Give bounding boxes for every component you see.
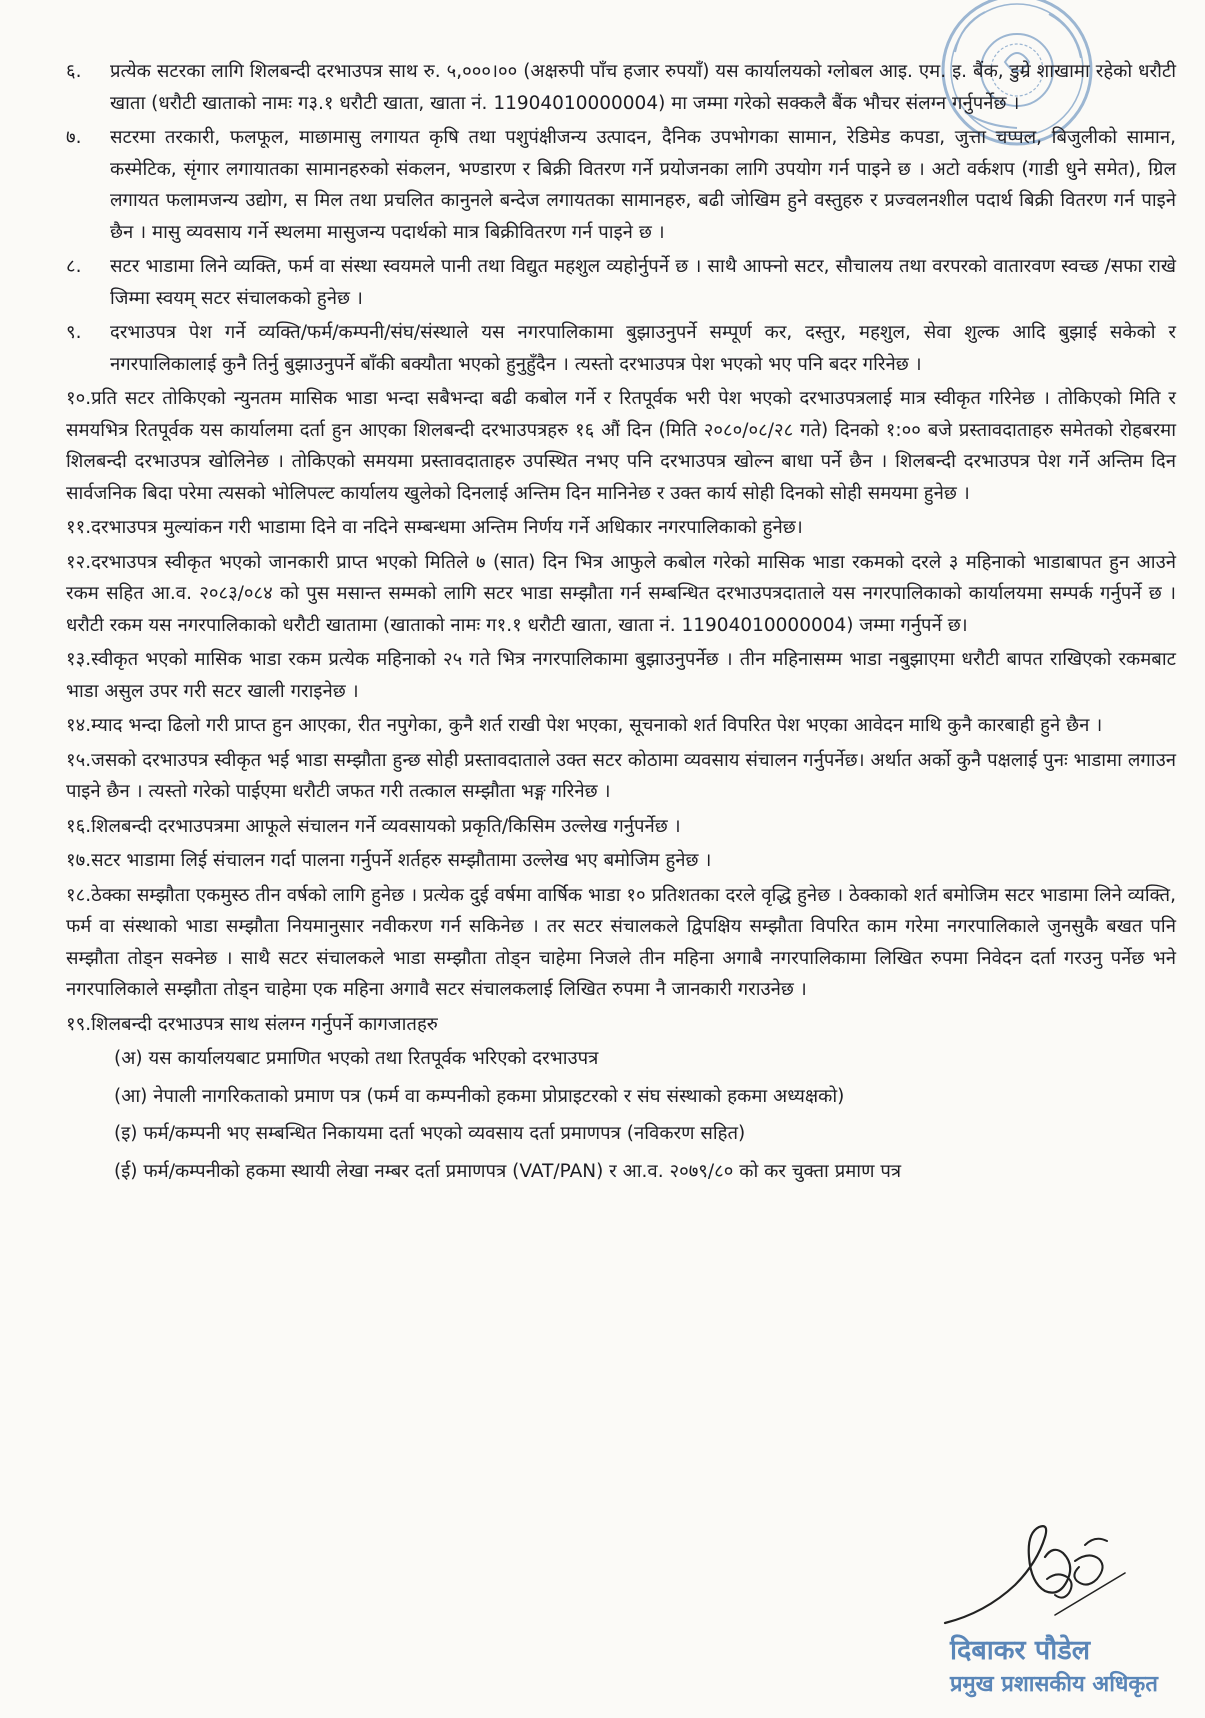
attachment-item: (आ) नेपाली नागरिकताको प्रमाण पत्र (फर्म वा कम्पनीको हकमा प्रोप्राइटरको र संघ संस्थाको हकमा अध्यक्षको) (114, 1085, 845, 1107)
clause-18 (66, 880, 1176, 1006)
clause-6 (66, 56, 1176, 119)
clause-number: १८. (66, 884, 92, 906)
clause-text: दरभाउपत्र स्वीकृत भएको जानकारी प्राप्त भएको मितिले ७ (सात) दिन भित्र आफुले कबोल गरेको मासिक भाडा रकमको दरले ३ महिनाको भाडाबापत हुन आउने रकम सहित आ.व. २०८३/०८४ को पुस मसान्त सम्मको लागि सटर भाडा सम्झौता गर्न सम्बन्धित दरभाउपत्रदाताले यस नगरपालिकाको कार्यालयमा सम्पर्क गर्नुपर्ने छ । धरौटी रकम यस नगरपालिकाको धरौटी खातामा (खाताको नामः ग१.१ धरौटी खाता, खाता नं. 11904010000004) जम्मा गर्नुपर्ने छ। (66, 551, 1176, 636)
clause-number: ६. (66, 61, 82, 82)
clause-text: सटरमा तरकारी, फलफूल, माछामासु लगायत कृषि तथा पशुपंक्षीजन्य उत्पादन, दैनिक उपभोगका सामान, रेडिमेड कपडा, जुत्ता चप्पल, बिजुलीको सामान, कस्मेटिक, सृंगार लगायातका सामानहरुको संकलन, भण्डारण र बिक्री वितरण गर्ने प्रयोजनका लागि उपयोग गर्न पाइने छ । अटो वर्कशप (गाडी धुने समेत), ग्रिल लगायत फलामजन्य उद्योग, स मिल तथा प्रचलित कानुनले बन्देज लगायतका सामानहरु, बढी जोखिम हुने वस्तुहरु र प्रज्वलनशील पदार्थ बिक्री वितरण गर्न पाइने छैन । मासु व्यवसाय गर्ने स्थलमा मासुजन्य पदार्थको मात्र बिक्रीवितरण गर्न पाइने छ । (110, 127, 1176, 243)
clause-text: प्रति सटर तोकिएको न्युनतम मासिक भाडा भन्दा सबैभन्दा बढी कबोल गर्ने र रितपूर्वक भरी पेश भएको दरभाउपत्रलाई मात्र स्वीकृत गरिनेछ । तोकिएको मिति र समयभित्र रितपूर्वक यस कार्यालमा दर्ता हुन आएका शिलबन्दी दरभाउपत्रहरु १६ औं दिन (मिति २०८०/०८/२८ गते) दिनको १:०० बजे प्रस्तावदाताहरु समेतको रोहबरमा शिलबन्दी दरभाउपत्र खोलिनेछ । तोकिएको समयमा प्रस्तावदाताहरु उपस्थित नभए पनि दरभाउपत्र खोल्न बाधा पर्ने छैन । शिलबन्दी दरभाउपत्र पेश गर्ने अन्तिम दिन सार्वजनिक बिदा परेमा त्यसको भोलिपल्ट कार्यालय खुलेको दिनलाई अन्तिम दिन मानिनेछ र उक्त कार्य सोही दिनको सोही समयमा हुनेछ । (66, 388, 1176, 504)
clause-17 (66, 845, 1176, 877)
clause-number: ९. (66, 322, 82, 343)
clause-number: १४. (66, 715, 92, 736)
clause-text: सटर भाडामा लिने व्यक्ति, फर्म वा संस्था स्वयमले पानी तथा विद्युत महशुल व्यहोर्नुपर्ने छ । साथै आफ्नो सटर, सौचालय तथा वरपरको वातारवण स्वच्छ /सफा राखे जिम्मा स्वयम् सटर संचालकको हुनेछ । (110, 256, 1176, 309)
clause-text: ठेक्का सम्झौता एकमुस्ठ तीन वर्षको लागि हुनेछ । प्रत्येक दुई वर्षमा वार्षिक भाडा १० प्रतिशतका दरले वृद्धि हुनेछ । ठेक्काको शर्त बमोजिम सटर भाडामा लिने व्यक्ति, फर्म वा संस्थाको भाडा सम्झौता नियमानुसार नवीकरण गर्न सकिनेछ । तर सटर संचालकले द्विपक्षिय सम्झौता विपरित काम गरेमा नगरपालिकाले जुनसुकै बखत पनि सम्झौता तोड्न सक्नेछ । साथै सटर संचालकले भाडा सम्झौता तोड्न चाहेमा निजले तीन महिना अगाबै नगरपालिकामा लिखित रुपमा निवेदन दर्ता गरउनु पर्नेछ भने नगरपालिकाले सम्झौता तोड्न चाहेमा एक महिना अगावै सटर संचालकलाई लिखित रुपमा नै जानकारी गराउनेछ । (66, 884, 1176, 1000)
clause-19 (66, 1009, 1176, 1041)
signature-block (895, 1505, 1195, 1715)
clause-text: प्रत्येक सटरका लागि शिलबन्दी दरभाउपत्र साथ रु. ५,०००।०० (अक्षरुपी पाँच हजार रुपयाँ) यस कार्यालयको ग्लोबल आइ. एम. इ. बैंक, डुम्रे शाखामा रहेको धरौटी खाता (धरौटी खाताको नामः ग३.१ धरौटी खाता, खाता नं. 11904010000004) मा जम्मा गरेको सक्कलै बैंक भौचर संलग्न गर्नुपर्नेछ । (110, 61, 1176, 114)
clause-number: १७. (66, 850, 92, 871)
clause-text: शिलबन्दी दरभाउपत्रमा आफूले संचालन गर्ने व्यवसायको प्रकृति/किसिम उल्लेख गर्नुपर्नेछ । (91, 815, 681, 837)
clause-text: म्याद भन्दा ढिलो गरी प्राप्त हुन आएका, रीत नपुगेका, कुनै शर्त राखी पेश भएका, सूचनाको शर्त विपरित पेश भएका आवेदन माथि कुनै कारबाही हुने छैन । (91, 715, 1103, 736)
signatory-name: दिबाकर पौडेल (950, 1635, 1090, 1666)
clause-number: १२. (66, 551, 92, 573)
clause-number: १०. (66, 388, 92, 409)
attachment-list (66, 1043, 1176, 1187)
clause-number: १३. (66, 649, 92, 670)
attachment-item: (ई) फर्म/कम्पनीको हकमा स्थायी लेखा नम्बर दर्ता प्रमाणपत्र (VAT/PAN) र आ.व. २०७९/८० को कर चुक्ता प्रमाण पत्र (114, 1160, 902, 1182)
clause-text: सटर भाडामा लिई संचालन गर्दा पालना गर्नुपर्ने शर्तहरु सम्झौतामा उल्लेख भए बमोजिम हुनेछ । (91, 850, 712, 871)
clause-number: ८. (66, 256, 82, 277)
clause-text: दरभाउपत्र मुल्यांकन गरी भाडामा दिने वा नदिने सम्बन्धमा अन्तिम निर्णय गर्ने अधिकार नगरपालिकाको हुनेछ। (91, 517, 803, 538)
clause-number: ७. (66, 127, 82, 148)
signatory-title: प्रमुख प्रशासकीय अधिकृत (950, 1672, 1158, 1697)
clause-7 (66, 122, 1176, 248)
clause-9 (66, 317, 1176, 380)
clause-13 (66, 644, 1176, 707)
attachment-item: (इ) फर्म/कम्पनी भए सम्बन्धित निकायमा दर्ता भएको व्यवसाय दर्ता प्रमाणपत्र (नविकरण सहित) (114, 1123, 746, 1144)
clause-number: १५. (66, 749, 92, 771)
clause-10 (66, 383, 1176, 509)
clause-11 (66, 512, 1176, 544)
clause-text: दरभाउपत्र पेश गर्ने व्यक्ति/फर्म/कम्पनी/संघ/संस्थाले यस नगरपालिकामा बुझाउनुपर्ने सम्पूर्ण कर, दस्तुर, महशुल, सेवा शुल्क आदि बुझाई सकेको र नगरपालिकालाई कुनै तिर्नु बुझाउनुपर्ने बाँकी बक्यौता भएको हुनुहुँदैन । त्यस्तो दरभाउपत्र पेश भएको भए पनि बदर गरिनेछ । (110, 322, 1176, 375)
clause-15 (66, 745, 1176, 808)
clause-number: ११. (66, 517, 92, 538)
clause-8 (66, 251, 1176, 314)
clause-14 (66, 710, 1176, 742)
clause-16 (66, 811, 1176, 843)
clause-12 (66, 547, 1176, 642)
clause-text: स्वीकृत भएको मासिक भाडा रकम प्रत्येक महिनाको २५ गते भित्र नगरपालिकामा बुझाउनुपर्नेछ । तीन महिनासम्म भाडा नबुझाएमा धरौटी बापत राखिएको रकमबाट भाडा असुल उपर गरी सटर खाली गराइनेछ । (66, 649, 1176, 702)
notice-body (66, 56, 1176, 1193)
clause-number: १९. (66, 1013, 92, 1035)
attachment-item: (अ) यस कार्यालयबाट प्रमाणित भएको तथा रितपूर्वक भरिएको दरभाउपत्र (114, 1048, 599, 1069)
clause-number: १६. (66, 815, 92, 837)
clause-text: जसको दरभाउपत्र स्वीकृत भई भाडा सम्झौता हुन्छ सोही प्रस्तावदाताले उक्त सटर कोठामा व्यवसाय संचालन गर्नुपर्नेछ। अर्थात अर्को कुनै पक्षलाई पुनः भाडामा लगाउन पाइने छैन । त्यस्तो गरेको पाईएमा धरौटी जफत गरी तत्काल सम्झौता भङ्ग गरिनेछ । (66, 749, 1176, 802)
handwritten-signature (935, 1505, 1135, 1645)
clause-text: शिलबन्दी दरभाउपत्र साथ संलग्न गर्नुपर्ने कागजातहरु (91, 1013, 438, 1035)
